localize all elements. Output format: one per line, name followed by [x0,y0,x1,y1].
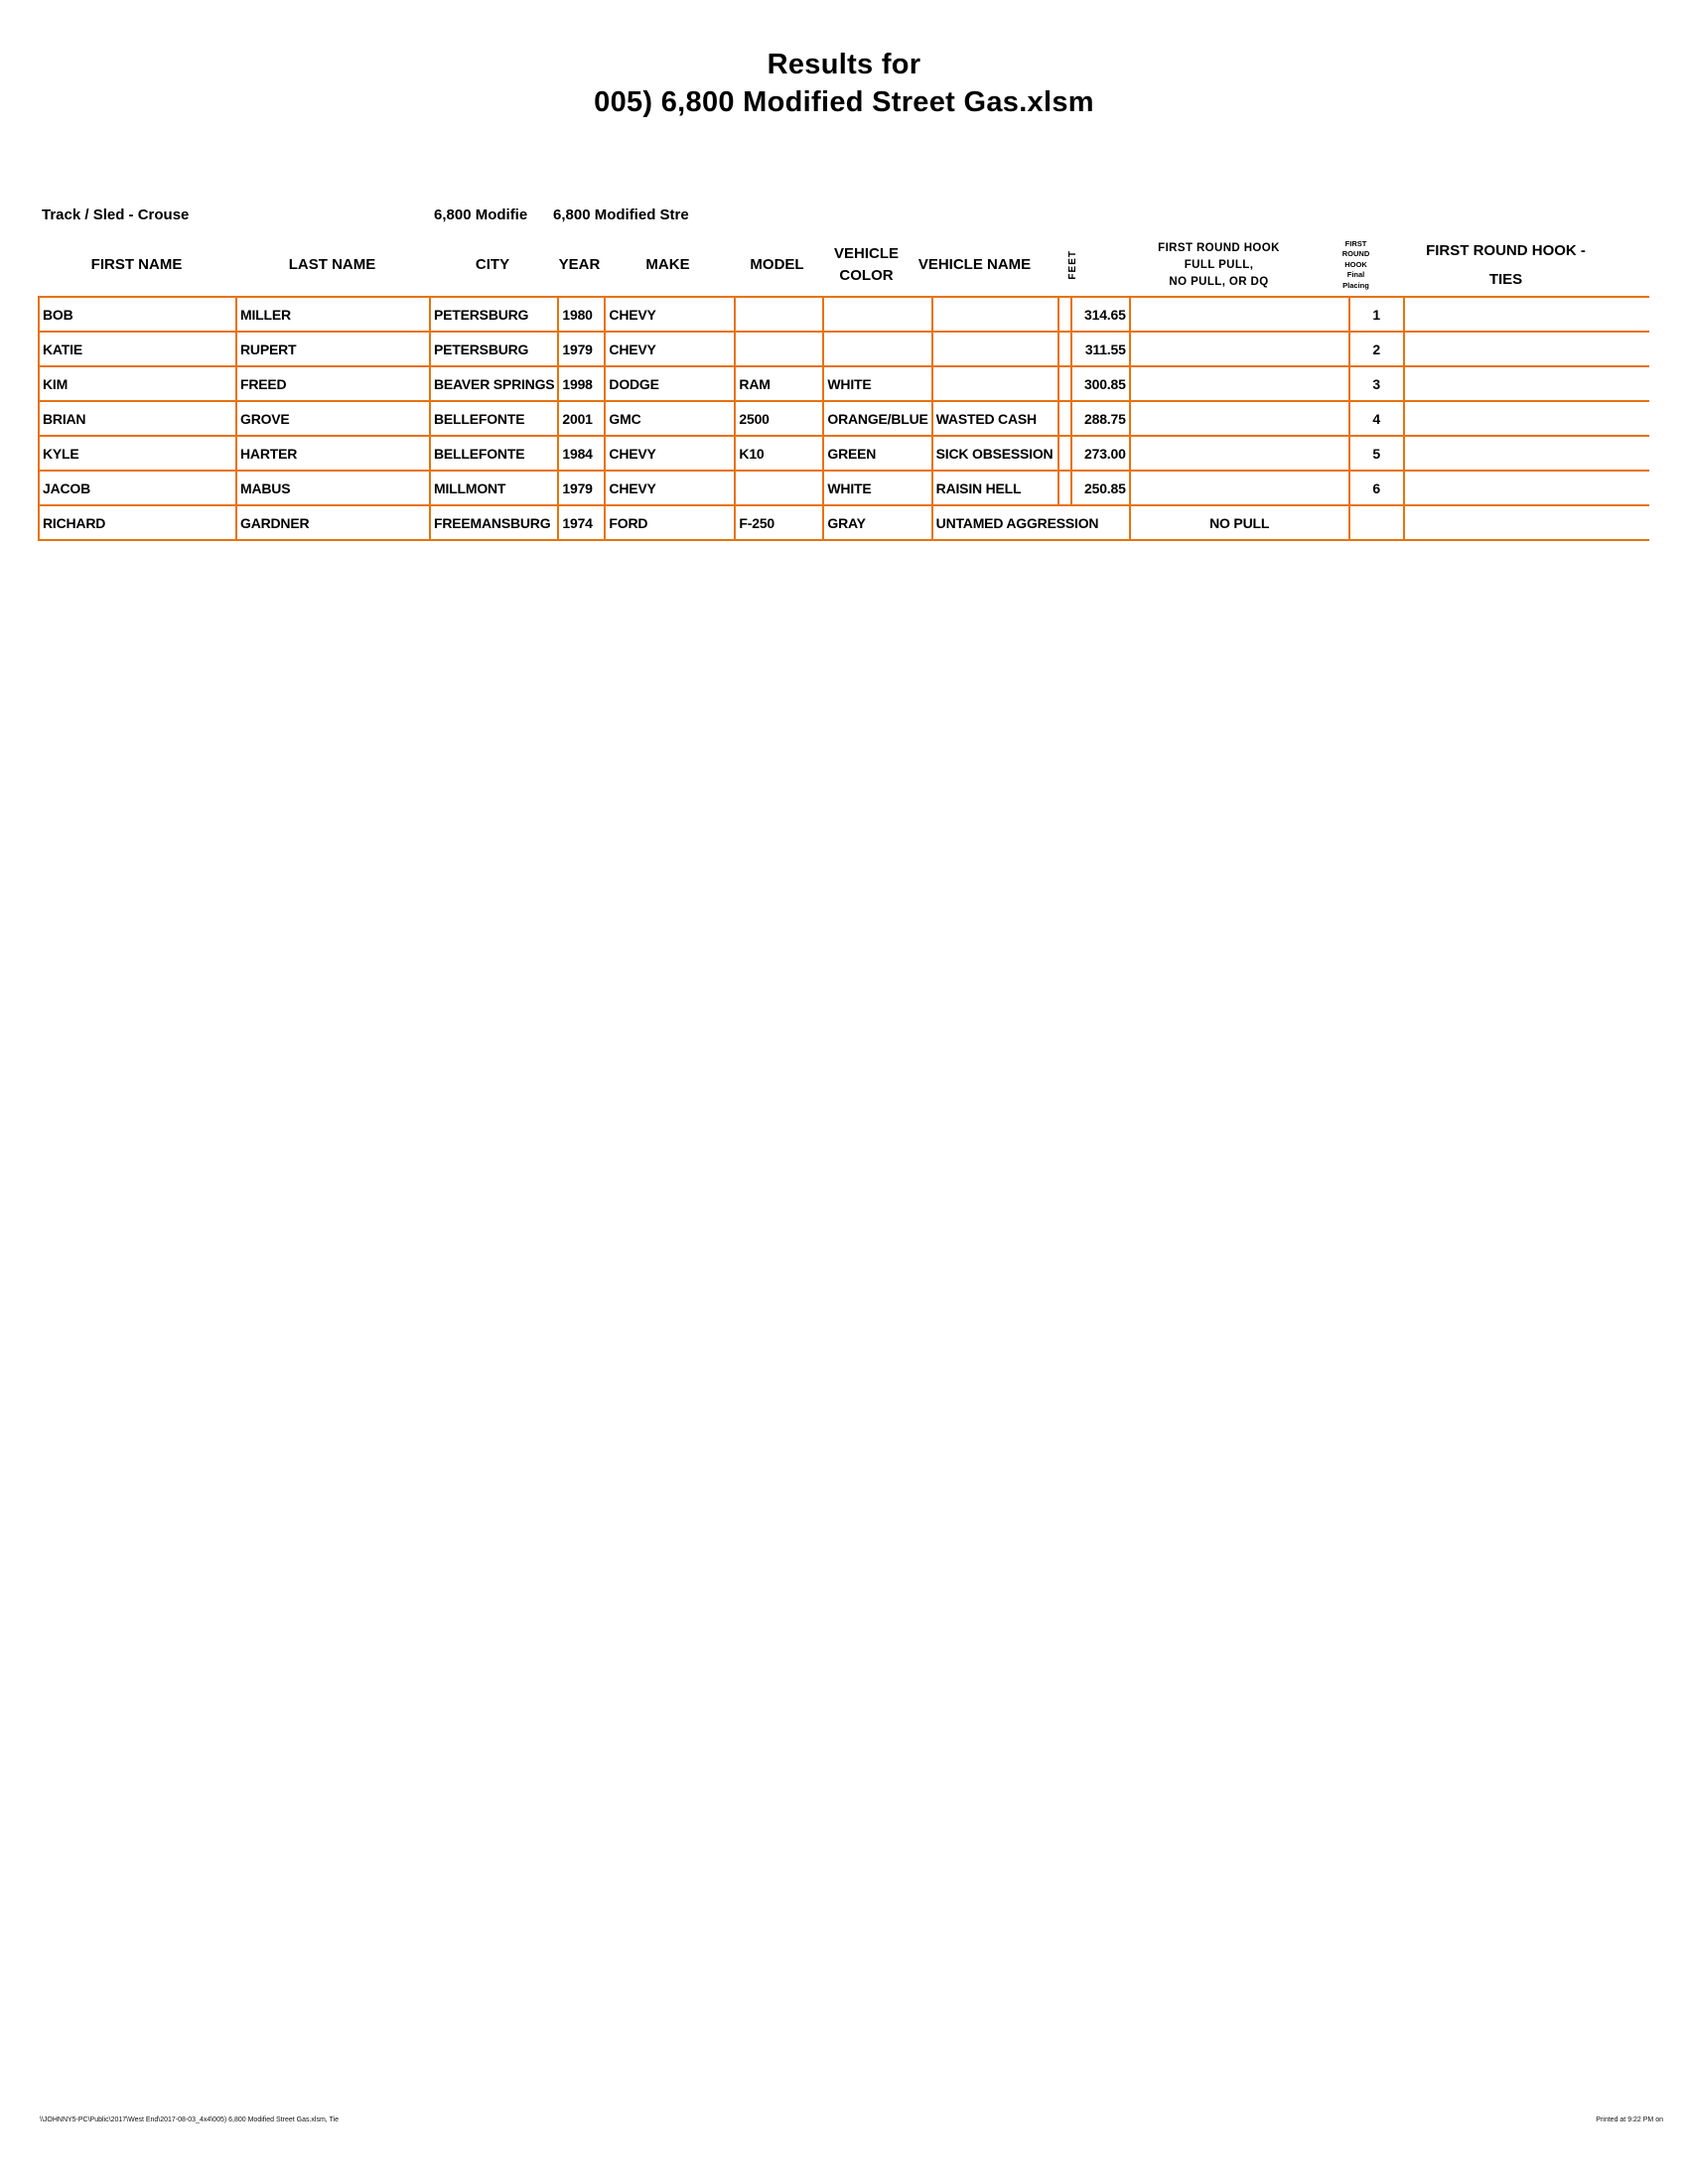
cell-color: GREEN [823,436,931,471]
cell-color [823,297,931,332]
cell-placing: 2 [1349,332,1404,366]
cell-first: BOB [39,297,236,332]
title-line1: Results for [767,49,921,80]
footer-printed-at: Printed at 9:22 PM on [1596,2116,1663,2123]
cell-ties [1404,436,1649,471]
cell-last: MILLER [236,297,430,332]
cell-sp [1058,297,1071,332]
cell-placing: 3 [1349,366,1404,401]
footer-file-path: \\JOHNNY5-PC\Public\2017\West End\2017-08-03_4x4\005) 6,800 Modified Street Gas.xlsm, Tie [40,2116,340,2123]
cell-placing [1349,505,1404,540]
cell-hook [1130,471,1349,505]
table-row [39,471,1649,505]
cell-color: GRAY [823,505,931,540]
cell-hook [1130,297,1349,332]
cell-feet: 288.75 [1071,401,1130,436]
cell-model: 2500 [735,401,823,436]
cell-color: WHITE [823,366,931,401]
cell-hook [1130,436,1349,471]
title-line2: 005) 6,800 Modified Street Gas.xlsm [594,86,1094,118]
cell-city: FREEMANSBURG [430,505,558,540]
col-header-vehicle-name: VEHICLE NAME [917,256,1032,273]
cell-year: 1979 [558,332,605,366]
cell-vname: WASTED CASH [932,401,1058,436]
cell-make: CHEVY [605,471,735,505]
col-header-vehicle-color: VEHICLE COLOR [833,245,899,284]
cell-first: KIM [39,366,236,401]
cell-year: 1980 [558,297,605,332]
cell-city: MILLMONT [430,471,558,505]
results-table-body [39,297,1649,540]
class-cell-left: 6,800 Modifie [434,206,528,223]
cell-color: WHITE [823,471,931,505]
cell-make: DODGE [605,366,735,401]
col-header-feet [1038,234,1109,296]
cell-year: 1974 [558,505,605,540]
cell-feet: 314.65 [1071,297,1130,332]
col-header-city: CITY [475,256,510,273]
cell-vname [932,297,1058,332]
cell-last: FREED [236,366,430,401]
table-row [39,332,1649,366]
cell-feet: 311.55 [1071,332,1130,366]
cell-model [735,332,823,366]
class-cell-right: 6,800 Modified Stre [553,206,689,223]
cell-feet: 250.85 [1071,471,1130,505]
cell-vname [932,366,1058,401]
cell-vname: SICK OBSESSION [932,436,1058,471]
cell-hook [1130,332,1349,366]
cell-city: BELLEFONTE [430,436,558,471]
cell-model: K10 [735,436,823,471]
cell-hook [1130,401,1349,436]
cell-placing: 6 [1349,471,1404,505]
cell-vname [932,332,1058,366]
table-row [39,505,1649,540]
cell-city: PETERSBURG [430,297,558,332]
cell-vname: UNTAMED AGGRESSION [932,505,1130,540]
cell-model: RAM [735,366,823,401]
cell-last: GARDNER [236,505,430,540]
cell-vname: RAISIN HELL [932,471,1058,505]
cell-placing: 5 [1349,436,1404,471]
cell-year: 2001 [558,401,605,436]
cell-make: GMC [605,401,735,436]
cell-last: MABUS [236,471,430,505]
cell-placing: 4 [1349,401,1404,436]
cell-year: 1979 [558,471,605,505]
cell-sp [1058,366,1071,401]
cell-model [735,471,823,505]
cell-ties [1404,366,1649,401]
cell-feet: 300.85 [1071,366,1130,401]
cell-city: BELLEFONTE [430,401,558,436]
feet-rotated-label: FEET [1067,250,1078,280]
cell-city: BEAVER SPRINGS [430,366,558,401]
cell-first: KATIE [39,332,236,366]
cell-model: F-250 [735,505,823,540]
cell-last: HARTER [236,436,430,471]
cell-ties [1404,332,1649,366]
col-header-first-name: FIRST NAME [90,256,183,273]
col-header-year: YEAR [558,256,601,273]
cell-color [823,332,931,366]
cell-placing: 1 [1349,297,1404,332]
cell-sp [1058,436,1071,471]
cell-ties [1404,471,1649,505]
cell-make: CHEVY [605,436,735,471]
cell-first: KYLE [39,436,236,471]
cell-ties [1404,297,1649,332]
results-table [38,296,1649,541]
col-header-make: MAKE [645,256,690,273]
cell-sp [1058,332,1071,366]
col-header-final-placing: FIRST ROUND HOOK Final Placing [1341,238,1370,290]
cell-first: BRIAN [39,401,236,436]
cell-model [735,297,823,332]
cell-last: GROVE [236,401,430,436]
col-header-model: MODEL [750,256,804,273]
col-header-first-round-hook: FIRST ROUND HOOK FULL PULL, NO PULL, OR DQ [1158,241,1280,288]
cell-make: CHEVY [605,332,735,366]
report-title [0,46,1688,121]
cell-make: CHEVY [605,297,735,332]
cell-first: RICHARD [39,505,236,540]
table-row [39,297,1649,332]
table-row [39,401,1649,436]
col-header-last-name: LAST NAME [288,256,376,273]
cell-year: 1998 [558,366,605,401]
table-row [39,366,1649,401]
col-header-hook-ties: FIRST ROUND HOOK - TIES [1426,242,1586,288]
table-row [39,436,1649,471]
cell-color: ORANGE/BLUE [823,401,931,436]
cell-feet: 273.00 [1071,436,1130,471]
cell-sp [1058,471,1071,505]
cell-last: RUPERT [236,332,430,366]
cell-ties [1404,505,1649,540]
cell-year: 1984 [558,436,605,471]
track-sled-label: Track / Sled - Crouse [42,206,190,223]
cell-first: JACOB [39,471,236,505]
cell-hook [1130,366,1349,401]
cell-make: FORD [605,505,735,540]
cell-hook: NO PULL [1130,505,1349,540]
cell-sp [1058,401,1071,436]
cell-ties [1404,401,1649,436]
cell-city: PETERSBURG [430,332,558,366]
